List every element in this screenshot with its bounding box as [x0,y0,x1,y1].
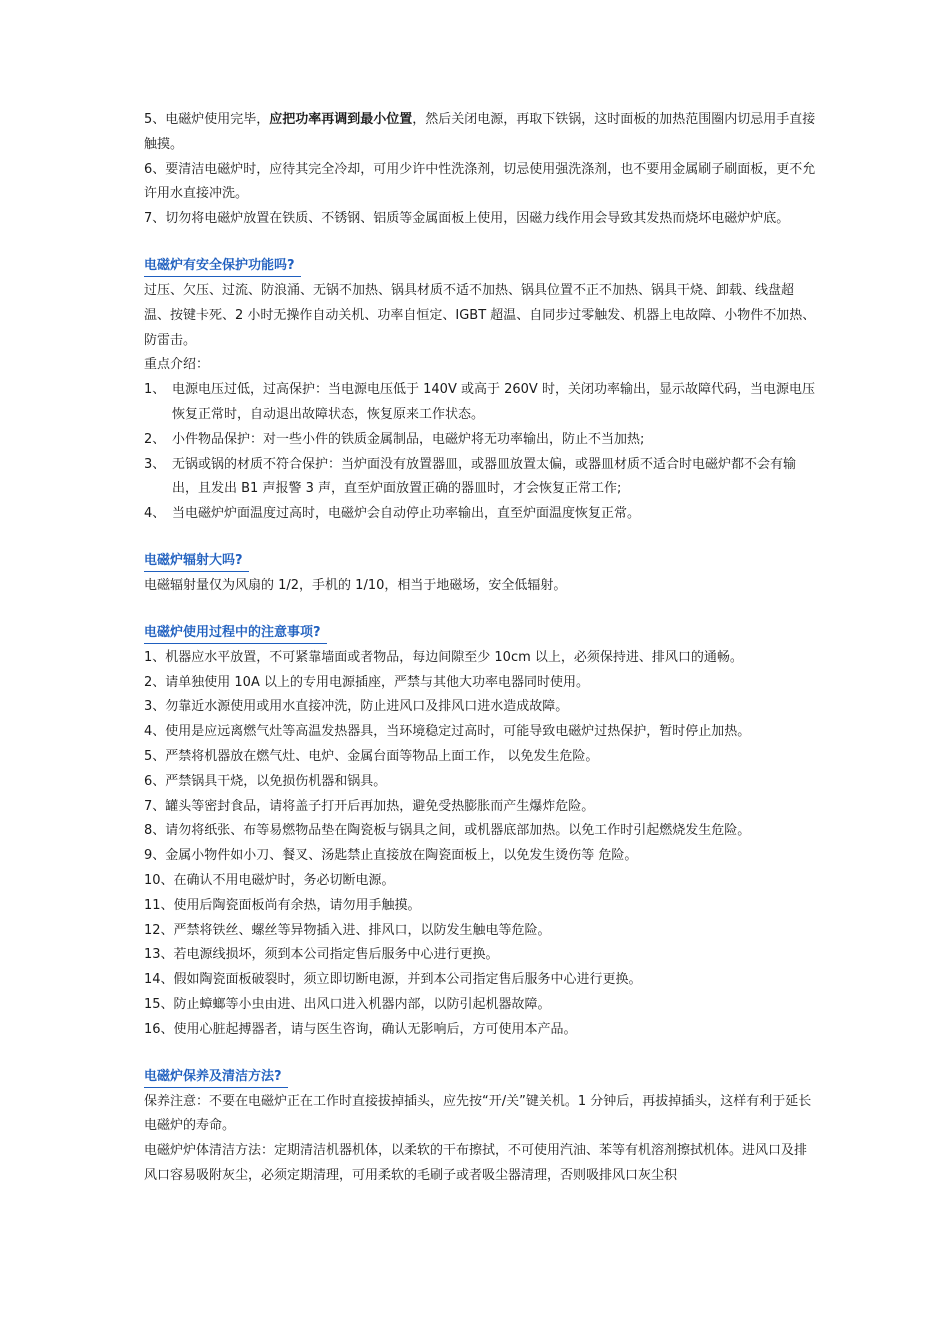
safety-point-number: 4、 [144,506,166,522]
precautions-heading: 电磁炉使用过程中的注意事项? [144,623,327,644]
item-5-suffix: ，然后关闭电源，再取下铁锅，这时面板的加热范围圈内切忌用手直接触摸。 [144,112,816,152]
safety-point-text: 无锅或锅的材质不符合保护：当炉面没有放置器皿，或器皿放置太偏，或器皿材质不适合时电磁炉都不会有输出，且发出 B1 声报警 3 声，直至炉面放置正确的器皿时，才会恢复正常工作; [172,456,797,497]
safety-point-number: 3、 [144,456,166,472]
radiation-heading: 电磁炉辐射大吗? [144,551,249,572]
intro-item-7: 7、切勿将电磁炉放置在铁质、不锈钢、铝质等金属面板上使用，因磁力线作用会导致其发热而烧坏电磁炉炉底。 [144,211,790,227]
precaution-item: 14、假如陶瓷面板破裂时，须立即切断电源，并到本公司指定售后服务中心进行更换。 [144,972,642,988]
precaution-item: 1、机器应水平放置，不可紧靠墙面或者物品，每边间隙至少 10cm 以上，必须保持进、排风口的通畅。 [144,649,743,665]
precaution-item: 2、请单独使用 10A 以上的专用电源插座，严禁与其他大功率电器同时使用。 [144,674,589,690]
safety-point-text: 当电磁炉炉面温度过高时，电磁炉会自动停止功率输出，直至炉面温度恢复正常。 [172,506,641,522]
precaution-item: 12、严禁将铁丝、螺丝等异物插入进、排风口，以防发生触电等危险。 [144,922,551,938]
precaution-item: 8、请勿将纸张、布等易燃物品垫在陶瓷板与锅具之间，或机器底部加热。以免工作时引起燃烧发生危险。 [144,823,751,839]
precaution-item: 9、金属小物件如小刀、餐叉、汤匙禁止直接放在陶瓷面板上，以免发生烫伤等 危险。 [144,848,638,864]
radiation-text: 电磁辐射量仅为风扇的 1/2，手机的 1/10，相当于地磁场，安全低辐射。 [144,577,567,593]
precaution-item: 5、严禁将机器放在燃气灶、电炉、金属台面等物品上面工作， 以免发生危险。 [144,748,599,764]
safety-point [144,453,816,503]
safety-intro-label: 重点介绍： [144,357,210,373]
maintenance-heading: 电磁炉保养及清洁方法? [144,1067,288,1088]
precaution-item: 15、防止蟑螂等小虫由进、出风口进入机器内部，以防引起机器故障。 [144,996,551,1012]
safety-features: 过压、欠压、过流、防浪涌、无锅不加热、锅具材质不适不加热、锅具位置不正不加热、锅具干烧、卸载、线盘超温、按键卡死、2 小时无操作自动关机、功率自恒定、IGBT 超温、自同步过零触发、机器上电故障、小物件不加热、防雷击。 [144,282,816,348]
safety-heading: 电磁炉有安全保护功能吗? [144,256,301,277]
safety-point-text: 电源电压过低，过高保护：当电源电压低于 140V 或高于 260V 时，关闭功率输出，显示故障代码，当电源电压恢复正常时，自动退出故障状态，恢复原来工作状态。 [172,382,815,422]
item-5-prefix: 5、电磁炉使用完毕， [144,112,270,127]
precaution-item: 16、使用心脏起搏器者，请与医生咨询，确认无影响后，方可使用本产品。 [144,1021,577,1037]
safety-point-number: 2、 [144,431,166,447]
safety-point [144,502,816,527]
precaution-item: 3、勿靠近水源使用或用水直接冲洗，防止进风口及排风口进水造成故障。 [144,699,569,715]
safety-point-number: 1、 [144,382,166,398]
maintenance-cleaning: 电磁炉炉体清洁方法：定期清洁机器机体，以柔软的干布擦拭，不可使用汽油、苯等有机溶剂擦拭机体。进风口及排风口容易吸附灰尘，必须定期清理，可用柔软的毛刷子或者吸尘器清理，否则吸排风口灰尘积 [144,1143,808,1183]
safety-point [144,428,816,453]
precaution-item: 6、严禁锅具干烧，以免损伤机器和锅具。 [144,773,387,789]
maintenance-care: 保养注意：不要在电磁炉正在工作时直接拔掉插头，应先按“开/关”键关机。1 分钟后，再拔掉插头，这样有利于延长电磁炉的寿命。 [144,1093,812,1134]
precaution-item: 4、使用是应远离燃气灶等高温发热器具，当环境稳定过高时，可能导致电磁炉过热保护，暂时停止加热。 [144,724,751,740]
item-5-bold: 应把功率再调到最小位置 [269,112,413,127]
precaution-item: 10、在确认不用电磁炉时，务必切断电源。 [144,872,395,888]
intro-item-5 [144,108,816,158]
safety-point-text: 小件物品保护：对一些小件的铁质金属制品，电磁炉将无功率输出，防止不当加热; [172,431,645,447]
document-page [144,108,816,1189]
safety-point [144,378,816,428]
precaution-item: 11、使用后陶瓷面板尚有余热，请勿用手触摸。 [144,897,421,913]
intro-item-6: 6、要清洁电磁炉时，应待其完全冷却，可用少许中性洗涤剂，切忌使用强洗涤剂，也不要用金属刷子刷面板，更不允许用水直接冲洗。 [144,161,816,202]
precaution-item: 7、罐头等密封食品，请将盖子打开后再加热，避免受热膨胀而产生爆炸危险。 [144,798,595,814]
precaution-item: 13、若电源线损坏，须到本公司指定售后服务中心进行更换。 [144,947,499,963]
